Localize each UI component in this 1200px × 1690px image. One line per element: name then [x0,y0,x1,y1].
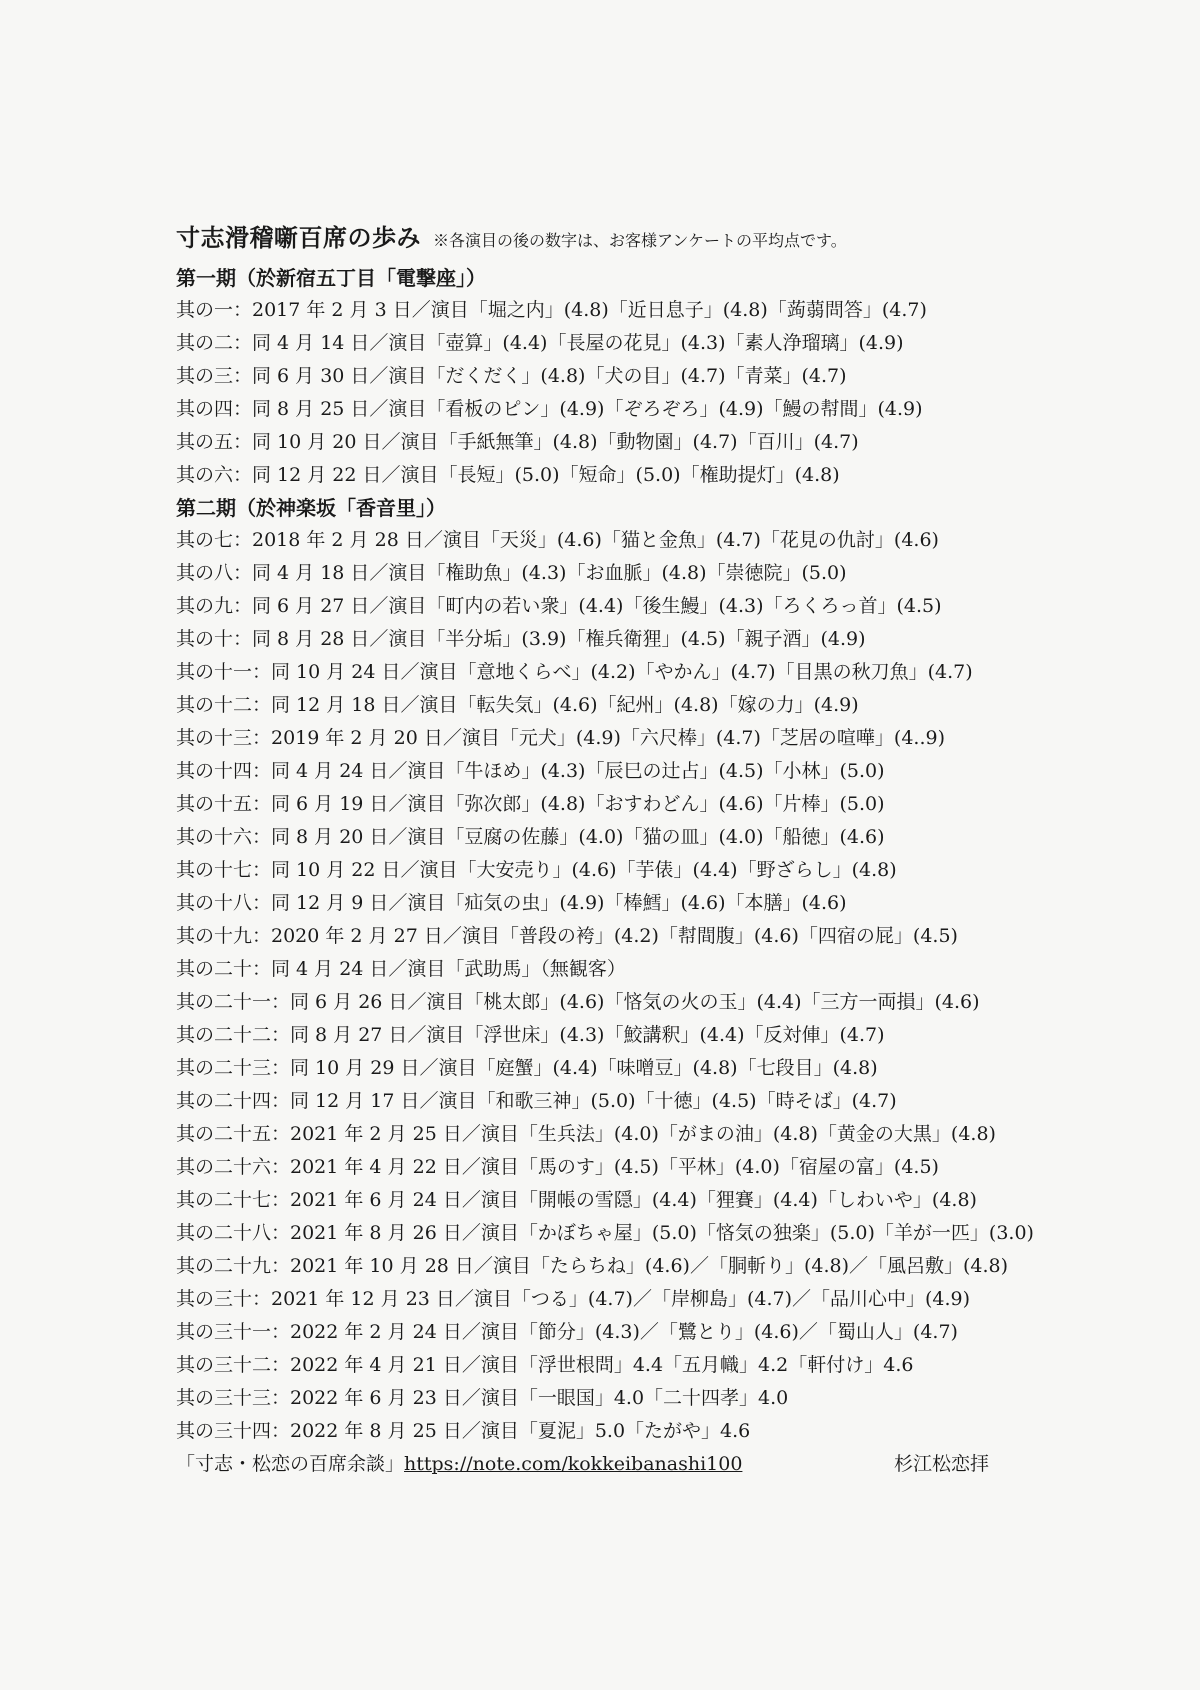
header [176,218,1036,262]
period-heading: 第一期（於新宿五丁目「電撃座」） [176,266,486,290]
document-body [176,218,1036,1480]
list-item: 其の二十八：2021 年 8 月 26 日／演目「かぼちゃ屋」(5.0)「悋気の独楽」(5.0)「羊が一匹」(3.0) [176,1222,1034,1244]
list-item: 其の三：同 6 月 30 日／演目「だくだく」(4.8)「犬の目」(4.7)「青菜」(4.7) [176,365,847,387]
list-item: 其の三十：2021 年 12 月 23 日／演目「つる」(4.7)／「岸柳島」(4.7)／「品川心中」(4.9) [176,1288,971,1310]
list-item: 其の二十：同 4 月 24 日／演目「武助馬」（無観客） [176,958,626,980]
list-item: 其の十六：同 8 月 20 日／演目「豆腐の佐藤」(4.0)「猫の皿」(4.0)「船徳」(4.6) [176,826,885,848]
list-item: 其の二十六：2021 年 4 月 22 日／演目「馬のす」(4.5)「平林」(4.0)「宿屋の富」(4.5) [176,1156,939,1178]
list-item: 其の五：同 10 月 20 日／演目「手紙無筆」(4.8)「動物園」(4.7)「百川」(4.7) [176,431,859,453]
list-item: 其の二十七：2021 年 6 月 24 日／演目「開帳の雪隠」(4.4)「狸賽」(4.4)「しわいや」(4.8) [176,1189,977,1211]
list-item: 其の十七：同 10 月 22 日／演目「大安売り」(4.6)「芋俵」(4.4)「野ざらし」(4.8) [176,859,897,881]
signature: 杉江松恋拝 [894,1453,990,1475]
list-item: 其の二十一：同 6 月 26 日／演目「桃太郎」(4.6)「悋気の火の玉」(4.4)「三方一両損」(4.6) [176,991,980,1013]
list-item: 其の七：2018 年 2 月 28 日／演目「天災」(4.6)「猫と金魚」(4.7)「花見の仇討」(4.6) [176,529,939,551]
blog-link[interactable]: https://note.com/kokkeibanashi100 [404,1453,743,1475]
list-item: 其の十三：2019 年 2 月 20 日／演目「元犬」(4.9)「六尺棒」(4.7)「芝居の喧嘩」(4..9) [176,727,945,749]
list-item: 其の二十二：同 8 月 27 日／演目「浮世床」(4.3)「鮫講釈」(4.4)「反対俥」(4.7) [176,1024,885,1046]
list-item: 其の十：同 8 月 28 日／演目「半分垢」(3.9)「権兵衛狸」(4.5)「親子酒」(4.9) [176,628,866,650]
list-item: 其の四：同 8 月 25 日／演目「看板のピン」(4.9)「ぞろぞろ」(4.9)「鰻の幇間」(4.9) [176,398,923,420]
list-item: 其の三十一：2022 年 2 月 24 日／演目「節分」(4.3)／「鷺とり」(4.6)／「蜀山人」(4.7) [176,1321,958,1343]
blog-title: 「寸志・松恋の百席余談」 [176,1453,405,1475]
footer [176,1448,1036,1480]
list-item: 其の二十四：同 12 月 17 日／演目「和歌三神」(5.0)「十徳」(4.5)「時そば」(4.7) [176,1090,897,1112]
list-item: 其の九：同 6 月 27 日／演目「町内の若い衆」(4.4)「後生鰻」(4.3)「ろくろっ首」(4.5) [176,595,942,617]
list-item: 其の三十三：2022 年 6 月 23 日／演目「一眼国」4.0「二十四孝」4.0 [176,1387,789,1409]
list-item: 其の十二：同 12 月 18 日／演目「転失気」(4.6)「紀州」(4.8)「嫁の力」(4.9) [176,694,859,716]
list-item: 其の八：同 4 月 18 日／演目「権助魚」(4.3)「お血脈」(4.8)「崇徳院」(5.0) [176,562,847,584]
document-title: 寸志滑稽噺百席の歩み [176,223,421,252]
list-item: 其の二十三：同 10 月 29 日／演目「庭蟹」(4.4)「味噌豆」(4.8)「七段目」(4.8) [176,1057,878,1079]
list-item: 其の二十九：2021 年 10 月 28 日／演目「たらちね」(4.6)／「胴斬り」(4.8)／「風呂敷」(4.8) [176,1255,1009,1277]
list-item: 其の十九：2020 年 2 月 27 日／演目「普段の袴」(4.2)「幇間腹」(4.6)「四宿の屁」(4.5) [176,925,958,947]
list-item: 其の十四：同 4 月 24 日／演目「牛ほめ」(4.3)「辰巳の辻占」(4.5)「小林」(5.0) [176,760,885,782]
list-item: 其の二：同 4 月 14 日／演目「壺算」(4.4)「長屋の花見」(4.3)「素人浄瑠璃」(4.9) [176,332,904,354]
list-item: 其の十一：同 10 月 24 日／演目「意地くらべ」(4.2)「やかん」(4.7)「目黒の秋刀魚」(4.7) [176,661,973,683]
list-item: 其の三十四：2022 年 8 月 25 日／演目「夏泥」5.0「たがや」4.6 [176,1420,751,1442]
list-item: 其の二十五：2021 年 2 月 25 日／演目「生兵法」(4.0)「がまの油」(4.8)「黄金の大黒」(4.8) [176,1123,996,1145]
list-item: 其の十八：同 12 月 9 日／演目「疝気の虫」(4.9)「棒鱈」(4.6)「本膳」(4.6) [176,892,847,914]
list-item: 其の十五：同 6 月 19 日／演目「弥次郎」(4.8)「おすわどん」(4.6)「片棒」(5.0) [176,793,885,815]
score-note: ※各演目の後の数字は、お客様アンケートの平均点です。 [433,231,847,250]
list-item: 其の三十二：2022 年 4 月 21 日／演目「浮世根問」4.4「五月幟」4.2「軒付け」4.6 [176,1354,914,1376]
period-heading: 第二期（於神楽坂「香音里」） [176,496,446,520]
list-item: 其の一：2017 年 2 月 3 日／演目「堀之内」(4.8)「近日息子」(4.8)「蒟蒻問答」(4.7) [176,299,927,321]
list-item: 其の六：同 12 月 22 日／演目「長短」(5.0)「短命」(5.0)「権助提灯」(4.8) [176,464,840,486]
